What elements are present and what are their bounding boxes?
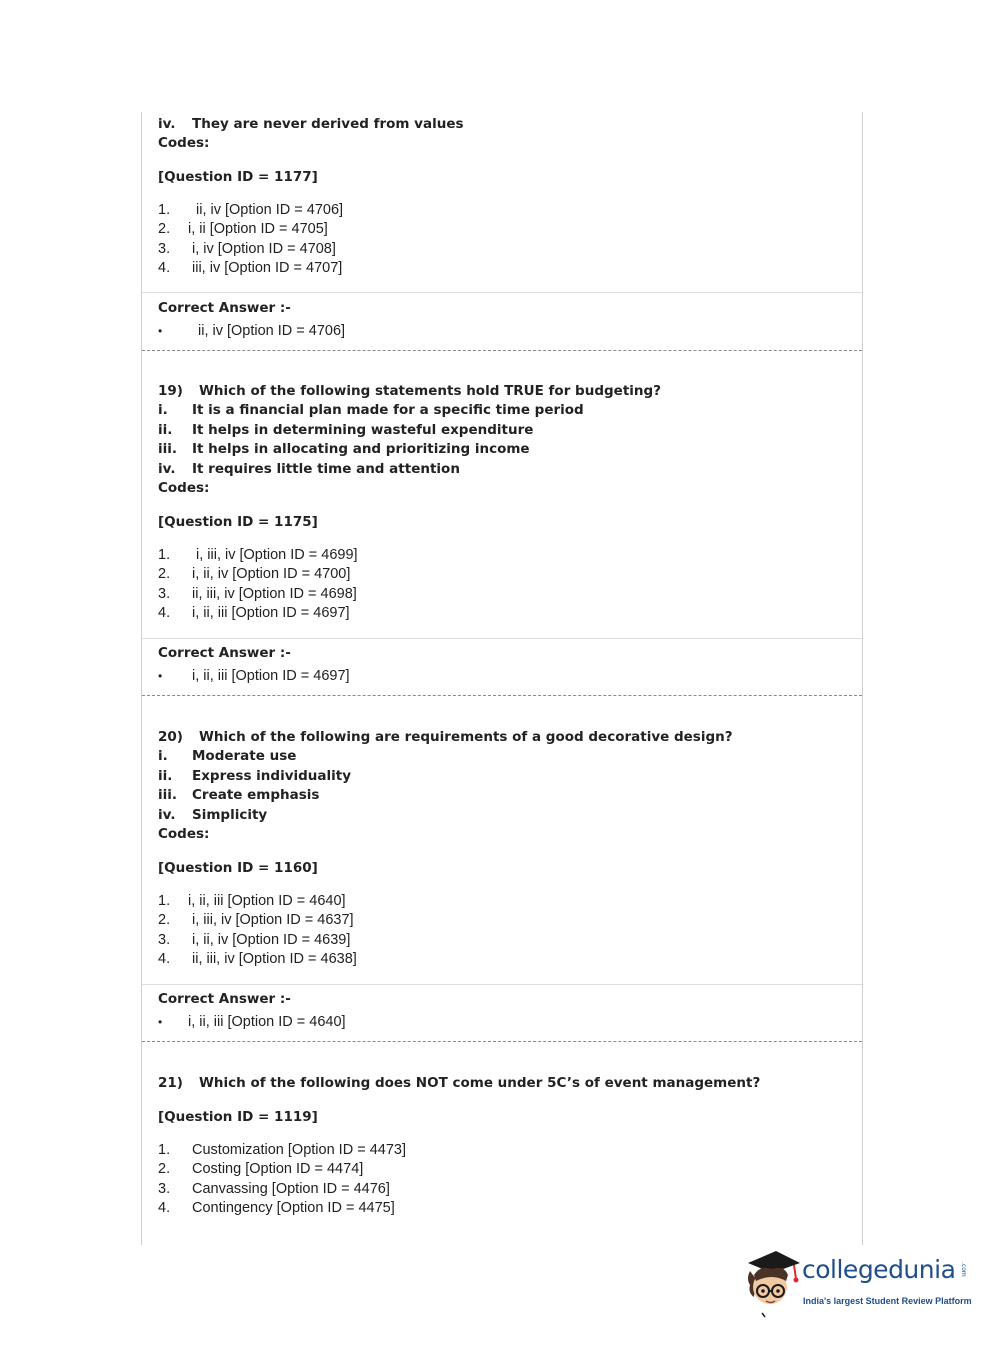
collegedunia-logo[interactable] bbox=[742, 1249, 972, 1319]
question-paper-frame bbox=[141, 112, 863, 1245]
divider bbox=[142, 984, 862, 985]
option-item: 1. i, iii, iv [Option ID = 4699] bbox=[158, 547, 358, 563]
option-item: 3. ii, iii, iv [Option ID = 4698] bbox=[158, 586, 357, 602]
brand-name: collegedunia bbox=[802, 1255, 956, 1284]
codes-label: Codes: bbox=[158, 480, 210, 496]
statement-item: ii. Express individuality bbox=[158, 768, 352, 784]
question-divider bbox=[142, 695, 862, 696]
statement-item: iii. Create emphasis bbox=[158, 787, 320, 803]
option-item: 1. i, ii, iii [Option ID = 4640] bbox=[158, 893, 346, 909]
codes-label: Codes: bbox=[158, 826, 210, 842]
option-item: 2. i, iii, iv [Option ID = 4637] bbox=[158, 912, 354, 928]
option-item: 1. ii, iv [Option ID = 4706] bbox=[158, 202, 344, 218]
option-item: 2. i, ii, iv [Option ID = 4700] bbox=[158, 566, 351, 582]
brand-domain: .com bbox=[960, 1262, 967, 1277]
divider bbox=[142, 638, 862, 639]
option-item: 1. Customization [Option ID = 4473] bbox=[158, 1142, 406, 1158]
option-item: 3. Canvassing [Option ID = 4476] bbox=[158, 1181, 390, 1197]
statement-item: iv. Simplicity bbox=[158, 807, 268, 823]
codes-label: Codes: bbox=[158, 135, 210, 151]
question-text: 20) Which of the following are requirements of a good decorative design? bbox=[158, 729, 733, 745]
correct-answer-label: Correct Answer :- bbox=[158, 645, 291, 661]
option-item: 4. Contingency [Option ID = 4475] bbox=[158, 1200, 395, 1216]
option-item: 2. Costing [Option ID = 4474] bbox=[158, 1161, 364, 1177]
option-item: 4. iii, iv [Option ID = 4707] bbox=[158, 260, 343, 276]
brand-tagline: India's largest Student Review Platform bbox=[803, 1296, 972, 1306]
question-id: [Question ID = 1119] bbox=[158, 1109, 318, 1125]
statement-item: iv. They are never derived from values bbox=[158, 116, 464, 132]
divider bbox=[142, 292, 862, 293]
mascot-icon bbox=[742, 1249, 802, 1319]
question-id: [Question ID = 1160] bbox=[158, 860, 318, 876]
option-item: 4. ii, iii, iv [Option ID = 4638] bbox=[158, 951, 357, 967]
question-id: [Question ID = 1175] bbox=[158, 514, 318, 530]
correct-answer: • i, ii, iii [Option ID = 4640] bbox=[158, 1014, 346, 1030]
question-divider bbox=[142, 1041, 862, 1042]
statement-item: iii. It helps in allocating and prioritizing income bbox=[158, 441, 530, 457]
question-divider bbox=[142, 350, 862, 351]
option-item: 3. i, iv [Option ID = 4708] bbox=[158, 241, 336, 257]
option-item: 3. i, ii, iv [Option ID = 4639] bbox=[158, 932, 351, 948]
statement-item: i. It is a financial plan made for a specific time period bbox=[158, 402, 584, 418]
question-id: [Question ID = 1177] bbox=[158, 169, 318, 185]
correct-answer-label: Correct Answer :- bbox=[158, 991, 291, 1007]
correct-answer-label: Correct Answer :- bbox=[158, 300, 291, 316]
correct-answer: • i, ii, iii [Option ID = 4697] bbox=[158, 668, 350, 684]
statement-item: i. Moderate use bbox=[158, 748, 297, 764]
option-item: 4. i, ii, iii [Option ID = 4697] bbox=[158, 605, 350, 621]
question-text: 19) Which of the following statements hold TRUE for budgeting? bbox=[158, 383, 662, 399]
statement-item: iv. It requires little time and attention bbox=[158, 461, 460, 477]
correct-answer: • ii, iv [Option ID = 4706] bbox=[158, 323, 346, 339]
question-text: 21) Which of the following does NOT come under 5C’s of event management? bbox=[158, 1075, 761, 1091]
option-item: 2. i, ii [Option ID = 4705] bbox=[158, 221, 328, 237]
statement-item: ii. It helps in determining wasteful expenditure bbox=[158, 422, 534, 438]
